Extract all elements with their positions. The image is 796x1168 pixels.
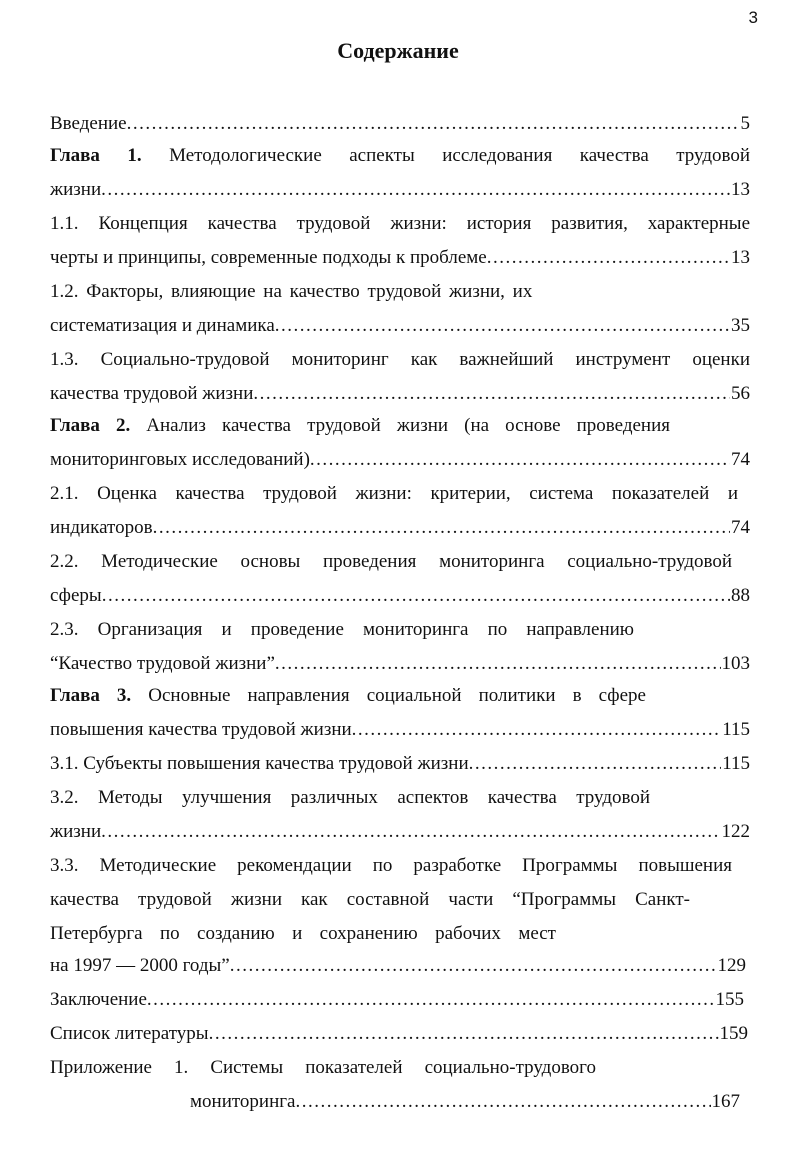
toc-entry-page: 74 xyxy=(731,449,750,470)
toc-entry-page: 13 xyxy=(731,179,750,200)
toc-entry-page: 103 xyxy=(721,653,750,674)
toc-entry-3-2[interactable] xyxy=(50,782,650,814)
toc-entry-title-cont: жизни xyxy=(50,179,102,200)
dot-leader xyxy=(275,310,730,342)
toc-entry-page: 122 xyxy=(721,821,750,842)
toc-entry-page: 167 xyxy=(711,1091,740,1112)
toc-entry-page: 115 xyxy=(722,719,750,740)
toc-entry-title: 2.2. Методические основы проведения мониторинга социально-трудовой xyxy=(50,551,732,572)
toc-entry-title: 3.2. Методы улучшения различных аспектов качества трудовой xyxy=(50,787,650,808)
toc-entry-title-cont: качества трудовой жизни как составной части “Программы Санкт- xyxy=(50,889,690,910)
dot-leader xyxy=(295,1086,710,1118)
toc-entry-title-cont: систематизация и динамика xyxy=(50,315,275,336)
toc-entry-title: Приложение 1. Системы показателей социально-трудового xyxy=(50,1057,596,1078)
toc-entry-title-cont: жизни xyxy=(50,821,102,842)
toc-entry-title-cont: качества трудовой жизни xyxy=(50,383,254,404)
toc-entry-page: 155 xyxy=(715,989,744,1010)
dot-leader xyxy=(230,950,717,982)
toc-entry-title: 1.1. Концепция качества трудовой жизни: история развития, характерные xyxy=(50,213,750,234)
toc-entry-1-2[interactable] xyxy=(50,276,750,308)
toc-entry-1-1-cont xyxy=(50,242,750,274)
toc-entry-3-3-cont-2 xyxy=(50,918,556,950)
chapter-label: Глава 1. xyxy=(50,145,142,166)
toc-entry-title: 2.3. Организация и проведение мониторинга по направлению xyxy=(50,619,634,640)
toc-entry-title: Заключение xyxy=(50,989,147,1010)
dot-leader xyxy=(487,242,730,274)
toc-entry-title-cont: Петербурга по созданию и сохранению рабочих мест xyxy=(50,923,556,944)
toc-entry-title: 3.3. Методические рекомендации по разработке Программы повышения xyxy=(50,855,732,876)
chapter-label: Глава 3. xyxy=(50,685,132,706)
toc-entry-title: 1.2. Факторы, влияющие на качество трудовой жизни, их xyxy=(50,281,533,302)
toc-entry-title: 2.1. Оценка качества трудовой жизни: критерии, система показателей и xyxy=(50,483,738,504)
toc-entry-appendix-1[interactable] xyxy=(50,1052,596,1084)
toc-entry-page: 13 xyxy=(731,247,750,268)
toc-entry-title: 1.3. Социально-трудовой мониторинг как важнейший инструмент оценки xyxy=(50,349,750,370)
dot-leader xyxy=(469,748,722,780)
dot-leader xyxy=(101,174,730,206)
toc-entry-title: Методологические аспекты исследования качества трудовой xyxy=(169,145,750,166)
page-title: Содержание xyxy=(337,38,459,63)
toc-entry-3-1[interactable] xyxy=(50,748,750,780)
toc-entry-title-cont: сферы xyxy=(50,585,102,606)
toc-entry-1-3[interactable] xyxy=(50,344,750,376)
dot-leader xyxy=(102,580,730,612)
toc-entry-title-cont: на 1997 — 2000 годы” xyxy=(50,955,230,976)
toc-entry-title-cont: повышения качества трудовой жизни xyxy=(50,719,352,740)
dot-leader xyxy=(153,512,730,544)
toc-entry-page: 56 xyxy=(731,383,750,404)
toc-entry-title-cont: черты и принципы, современные подходы к проблеме xyxy=(50,247,487,268)
page-number: 3 xyxy=(748,8,758,27)
dot-leader xyxy=(310,444,730,476)
dot-leader xyxy=(127,108,740,140)
toc-entry-1-3-cont xyxy=(50,378,750,410)
toc-entry-title: Анализ качества трудовой жизни (на основе проведения xyxy=(146,415,670,436)
toc-entry-3-3[interactable] xyxy=(50,850,732,882)
toc-entry-2-3[interactable] xyxy=(50,614,634,646)
toc-entry-appendix-1-cont xyxy=(190,1086,740,1118)
toc-entry-3-2-cont xyxy=(50,816,750,848)
toc-entry-conclusion[interactable] xyxy=(50,984,744,1016)
toc-entry-chapter-2[interactable] xyxy=(50,410,670,442)
toc-entry-bibliography[interactable] xyxy=(50,1018,748,1050)
toc-entry-title-cont: “Качество трудовой жизни” xyxy=(50,653,275,674)
dot-leader xyxy=(352,714,722,746)
toc-entry-page: 5 xyxy=(740,113,750,134)
toc-entry-page: 115 xyxy=(722,753,750,774)
dot-leader xyxy=(209,1018,719,1050)
toc-entry-chapter-2-cont xyxy=(50,444,750,476)
toc-entry-title: Список литературы xyxy=(50,1023,209,1044)
dot-leader xyxy=(101,816,720,848)
dot-leader xyxy=(147,984,715,1016)
toc-entry-title-cont: индикаторов xyxy=(50,517,153,538)
toc-entry-title-cont: мониторинговых исследований) xyxy=(50,449,310,470)
toc-entry-2-2[interactable] xyxy=(50,546,732,578)
toc-entry-title: Введение xyxy=(50,113,127,134)
dot-leader xyxy=(253,378,730,410)
toc-entry-page: 35 xyxy=(731,315,750,336)
toc-entry-2-3-cont xyxy=(50,648,750,680)
toc-entry-chapter-1-cont xyxy=(50,174,750,206)
toc-entry-introduction[interactable] xyxy=(50,108,750,140)
toc-entry-chapter-1[interactable] xyxy=(50,140,750,172)
toc-entry-2-2-cont xyxy=(50,580,750,612)
toc-entry-title: Основные направления социальной политики в сфере xyxy=(148,685,646,706)
toc-entry-page: 74 xyxy=(731,517,750,538)
toc-entry-1-1[interactable] xyxy=(50,208,750,240)
chapter-label: Глава 2. xyxy=(50,415,131,436)
toc-entry-title-cont: мониторинга xyxy=(190,1091,296,1112)
toc-entry-2-1-cont xyxy=(50,512,750,544)
toc-entry-3-3-cont-1 xyxy=(50,884,690,916)
toc-entry-2-1[interactable] xyxy=(50,478,738,510)
toc-entry-page: 129 xyxy=(717,955,746,976)
toc-entry-chapter-3-cont xyxy=(50,714,750,746)
toc-entry-chapter-3[interactable] xyxy=(50,680,646,712)
toc-entry-title: 3.1. Субъекты повышения качества трудовой жизни xyxy=(50,753,469,774)
toc-entry-1-2-cont xyxy=(50,310,750,342)
toc-entry-3-3-cont-3 xyxy=(50,950,746,982)
toc-entry-page: 88 xyxy=(731,585,750,606)
dot-leader xyxy=(275,648,721,680)
toc-entry-page: 159 xyxy=(719,1023,748,1044)
